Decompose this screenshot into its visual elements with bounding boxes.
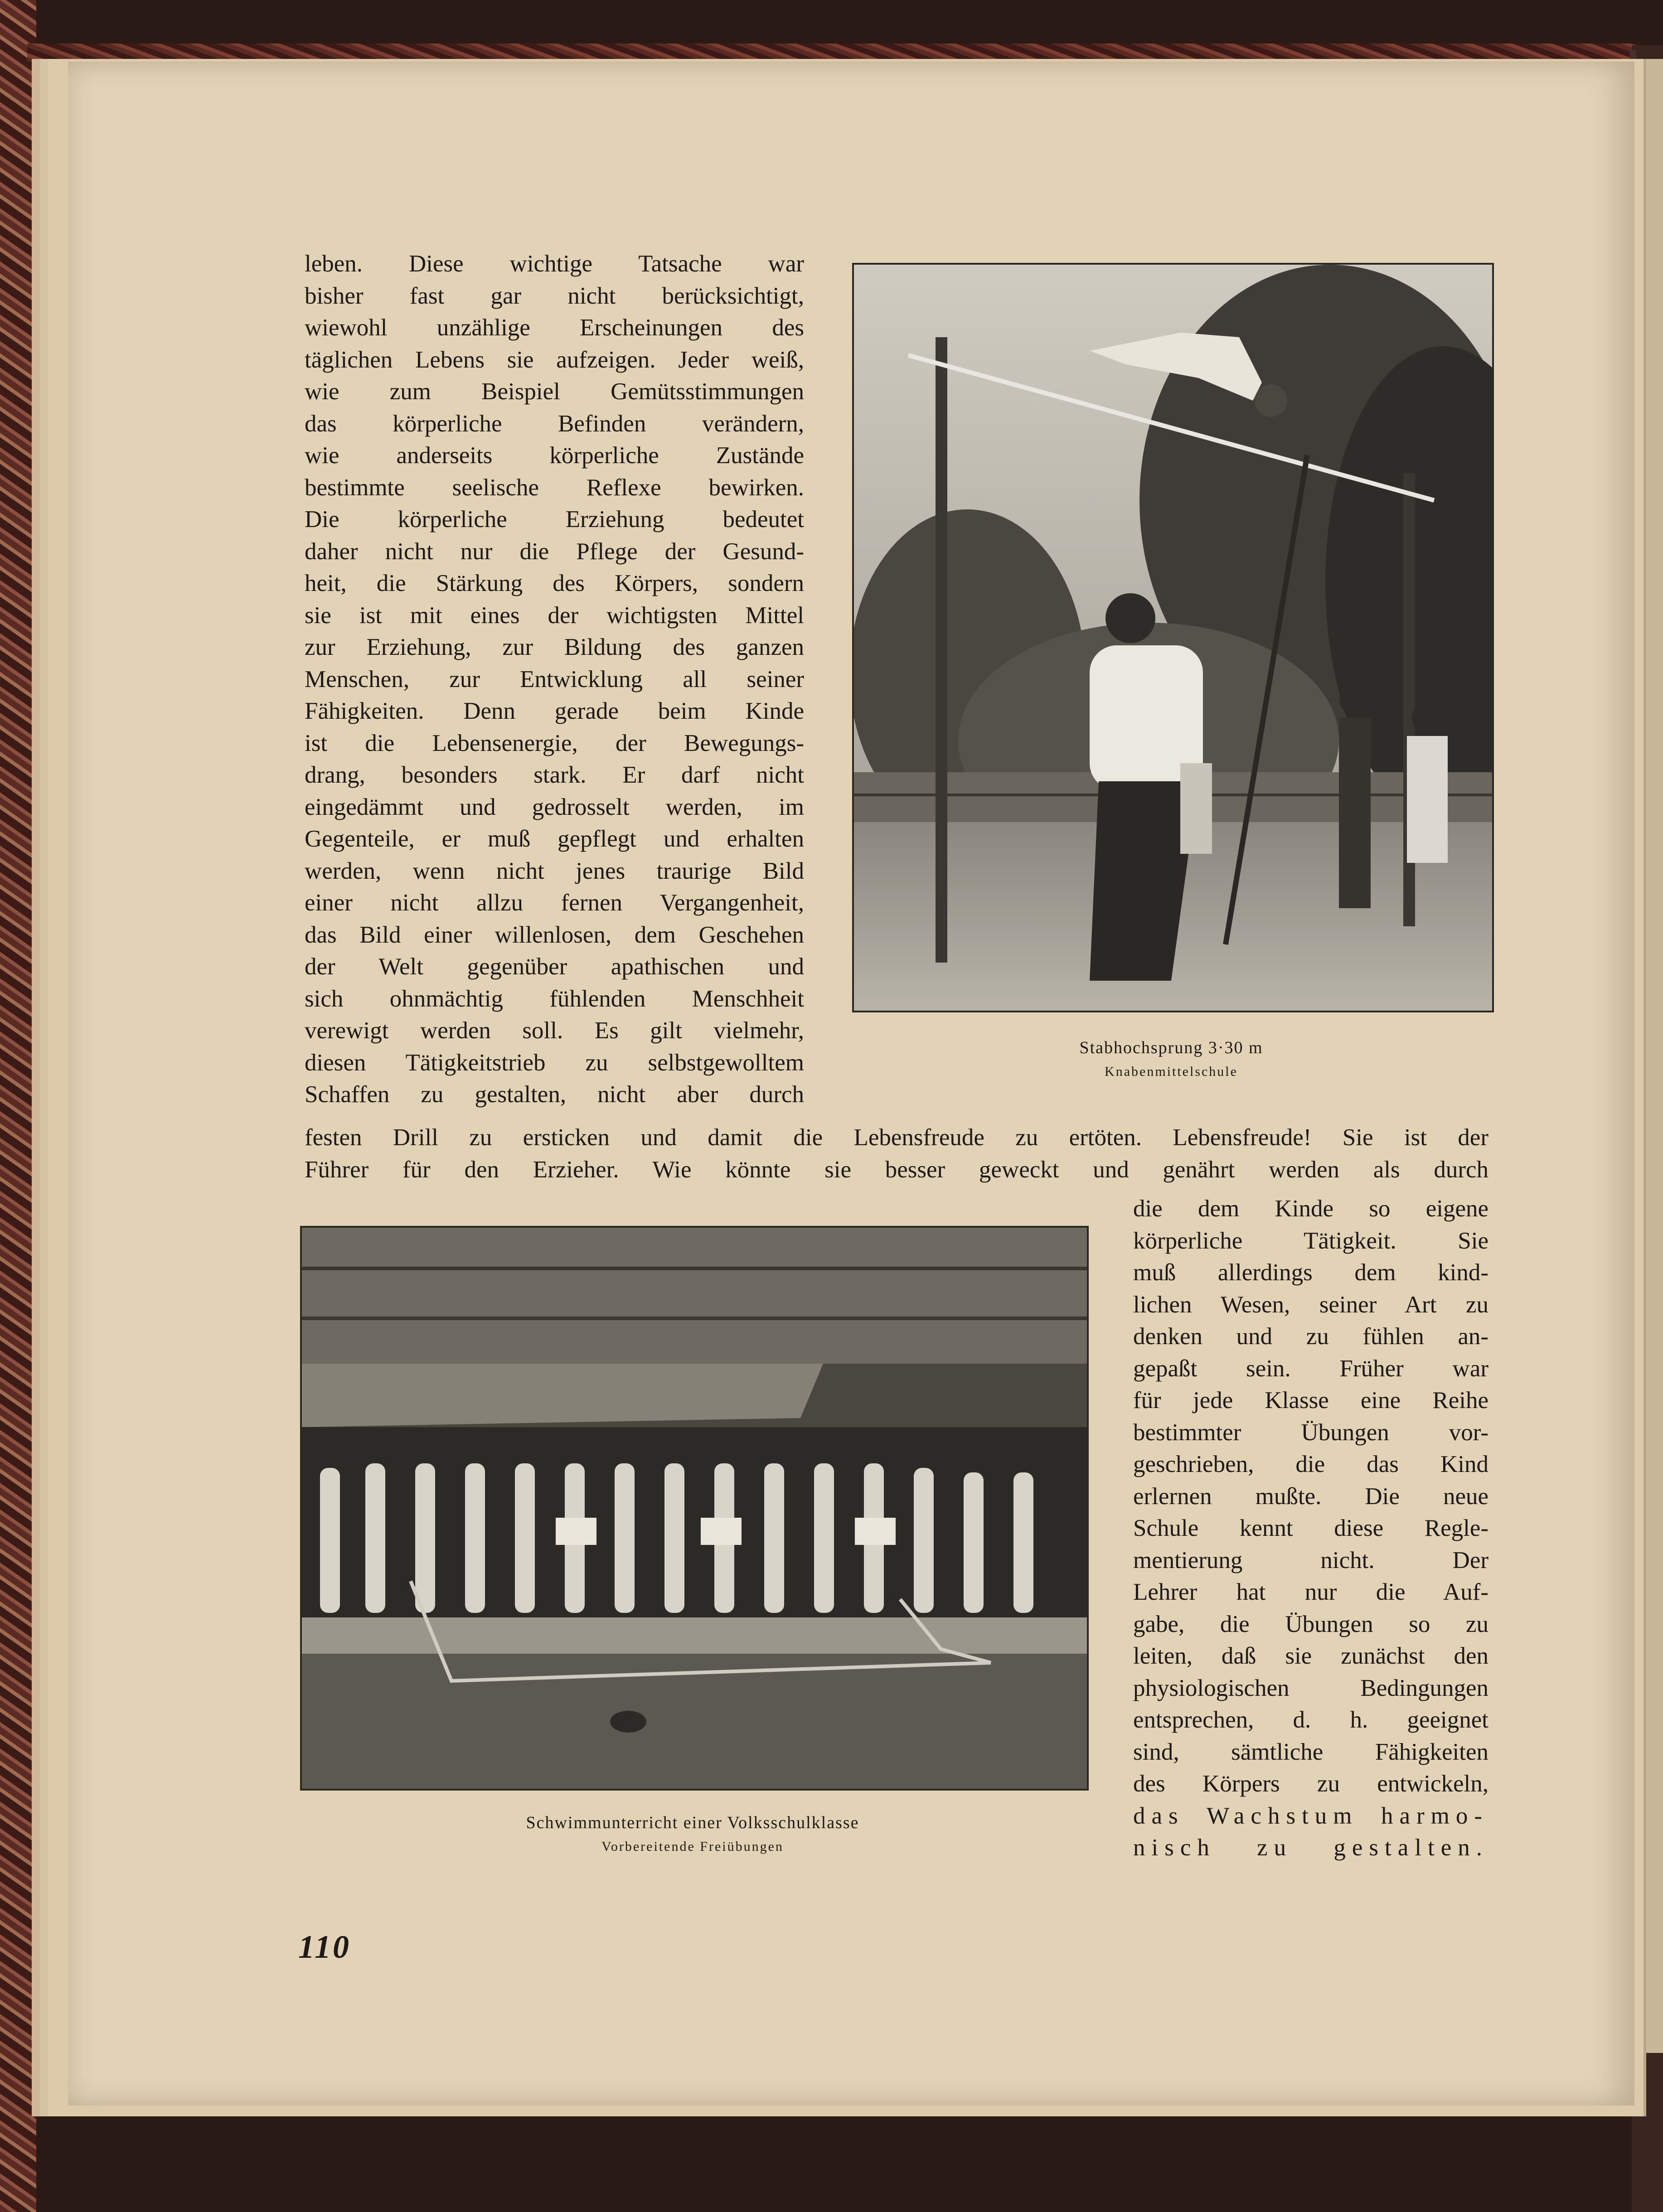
- text-line: wiewohl unzählige Erscheinungen des: [305, 315, 804, 341]
- caption-pole-vault: [852, 1038, 1490, 1079]
- text-line: erlernen mußte. Die neue: [1133, 1483, 1488, 1510]
- text-line: Die körperliche Erziehung bedeutet: [305, 506, 804, 532]
- text-line: täglichen Lebens sie aufzeigen. Jeder weiß,: [305, 346, 804, 373]
- page-number: 110: [298, 1929, 351, 1965]
- text-line: des Körpers zu entwickeln,: [1133, 1771, 1488, 1797]
- text-line: daher nicht nur die Pflege der Gesund-: [305, 538, 804, 565]
- text-line: mentierung nicht. Der: [1133, 1547, 1488, 1573]
- text-line: physiologischen Bedingungen: [1133, 1675, 1488, 1701]
- text-line: gepaßt sein. Früher war: [1133, 1355, 1488, 1382]
- text-line: Fähigkeiten. Denn gerade beim Kinde: [305, 698, 804, 724]
- text-line: festen Drill zu ersticken und damit die Lebensfreude zu ertöten. Lebensfreude! Sie ist der: [305, 1124, 1488, 1151]
- text-line: sich ohnmächtig fühlenden Menschheit: [305, 985, 804, 1012]
- photo-pole-vault: [852, 263, 1494, 1012]
- text-line: ist die Lebensenergie, der Bewegungs-: [305, 730, 804, 756]
- text-line: Lehrer hat nur die Auf-: [1133, 1579, 1488, 1605]
- text-line: wie zum Beispiel Gemütsstimmungen: [305, 378, 804, 405]
- photo-swimming-class: [300, 1226, 1089, 1791]
- text-line: der Welt gegenüber apathischen und: [305, 954, 804, 980]
- text-line: das körperliche Befinden verändern,: [305, 410, 804, 437]
- text-line: entsprechen, d. h. geeignet: [1133, 1707, 1488, 1733]
- text-line: sind, sämtliche Fähigkeiten: [1133, 1738, 1488, 1765]
- caption-swimming-class: [300, 1813, 1085, 1854]
- text-line: für jede Klasse eine Reihe: [1133, 1387, 1488, 1413]
- text-line: die dem Kinde so eigene: [1133, 1196, 1488, 1222]
- text-line: zur Erziehung, zur Bildung des ganzen: [305, 634, 804, 660]
- text-line: drang, besonders stark. Er darf nicht: [305, 762, 804, 788]
- text-line: wie anderseits körperliche Zustände: [305, 442, 804, 469]
- text-line: geschrieben, die das Kind: [1133, 1451, 1488, 1477]
- text-line: werden, wenn nicht jenes traurige Bild: [305, 857, 804, 884]
- caption-pole-vault-title: Stabhochsprung 3·30 m: [1079, 1038, 1263, 1057]
- text-line: diesen Tätigkeitstrieb zu selbstgewolltem: [305, 1049, 804, 1076]
- text-column-right: [1133, 1193, 1488, 1864]
- swimming-class-image: [302, 1228, 1087, 1789]
- text-line: Schule kennt diese Regle-: [1133, 1515, 1488, 1541]
- text-line: das Wachstum harmo-: [1133, 1802, 1488, 1829]
- text-line: Gegenteile, er muß gepflegt und erhalten: [305, 826, 804, 852]
- text-line: gabe, die Übungen so zu: [1133, 1611, 1488, 1637]
- text-line: Schaffen zu gestalten, nicht aber durch: [305, 1081, 804, 1108]
- text-line: verewigt werden soll. Es gilt vielmehr,: [305, 1017, 804, 1044]
- caption-pole-vault-sub: Knabenmittelschule: [1105, 1064, 1238, 1079]
- pole-vault-image: [854, 265, 1492, 1011]
- text-line: einer nicht allzu fernen Vergangenheit,: [305, 890, 804, 916]
- text-line: Menschen, zur Entwicklung all seiner: [305, 666, 804, 692]
- text-line: leben. Diese wichtige Tatsache war: [305, 251, 804, 277]
- text-line: sie ist mit eines der wichtigsten Mittel: [305, 602, 804, 629]
- caption-swimming-class-sub: Vorbereitende Freiübungen: [601, 1839, 784, 1854]
- text-line: eingedämmt und gedrosselt werden, im: [305, 794, 804, 820]
- text-line: bestimmter Übungen vor-: [1133, 1419, 1488, 1446]
- book-cover-left: [0, 0, 36, 2212]
- text-line: bestimmte seelische Reflexe bewirken.: [305, 474, 804, 501]
- text-line: lichen Wesen, seiner Art zu: [1133, 1291, 1488, 1318]
- text-line: das Bild einer willenlosen, dem Geschehen: [305, 921, 804, 948]
- text-line: nisch zu gestalten.: [1133, 1834, 1488, 1861]
- text-column-left: [305, 248, 804, 1111]
- caption-swimming-class-title: Schwimmunterricht einer Volksschulklasse: [526, 1813, 859, 1832]
- text-line: körperliche Tätigkeit. Sie: [1133, 1227, 1488, 1254]
- text-line: bisher fast gar nicht berücksichtigt,: [305, 282, 804, 309]
- text-full-width: [305, 1122, 1488, 1186]
- text-line: denken und zu fühlen an-: [1133, 1323, 1488, 1350]
- text-line: Führer für den Erzieher. Wie könnte sie besser geweckt und genährt werden als durch: [305, 1156, 1488, 1183]
- text-line: heit, die Stärkung des Körpers, sondern: [305, 570, 804, 596]
- text-line: muß allerdings dem kind-: [1133, 1259, 1488, 1286]
- text-line: leiten, daß sie zunächst den: [1133, 1643, 1488, 1669]
